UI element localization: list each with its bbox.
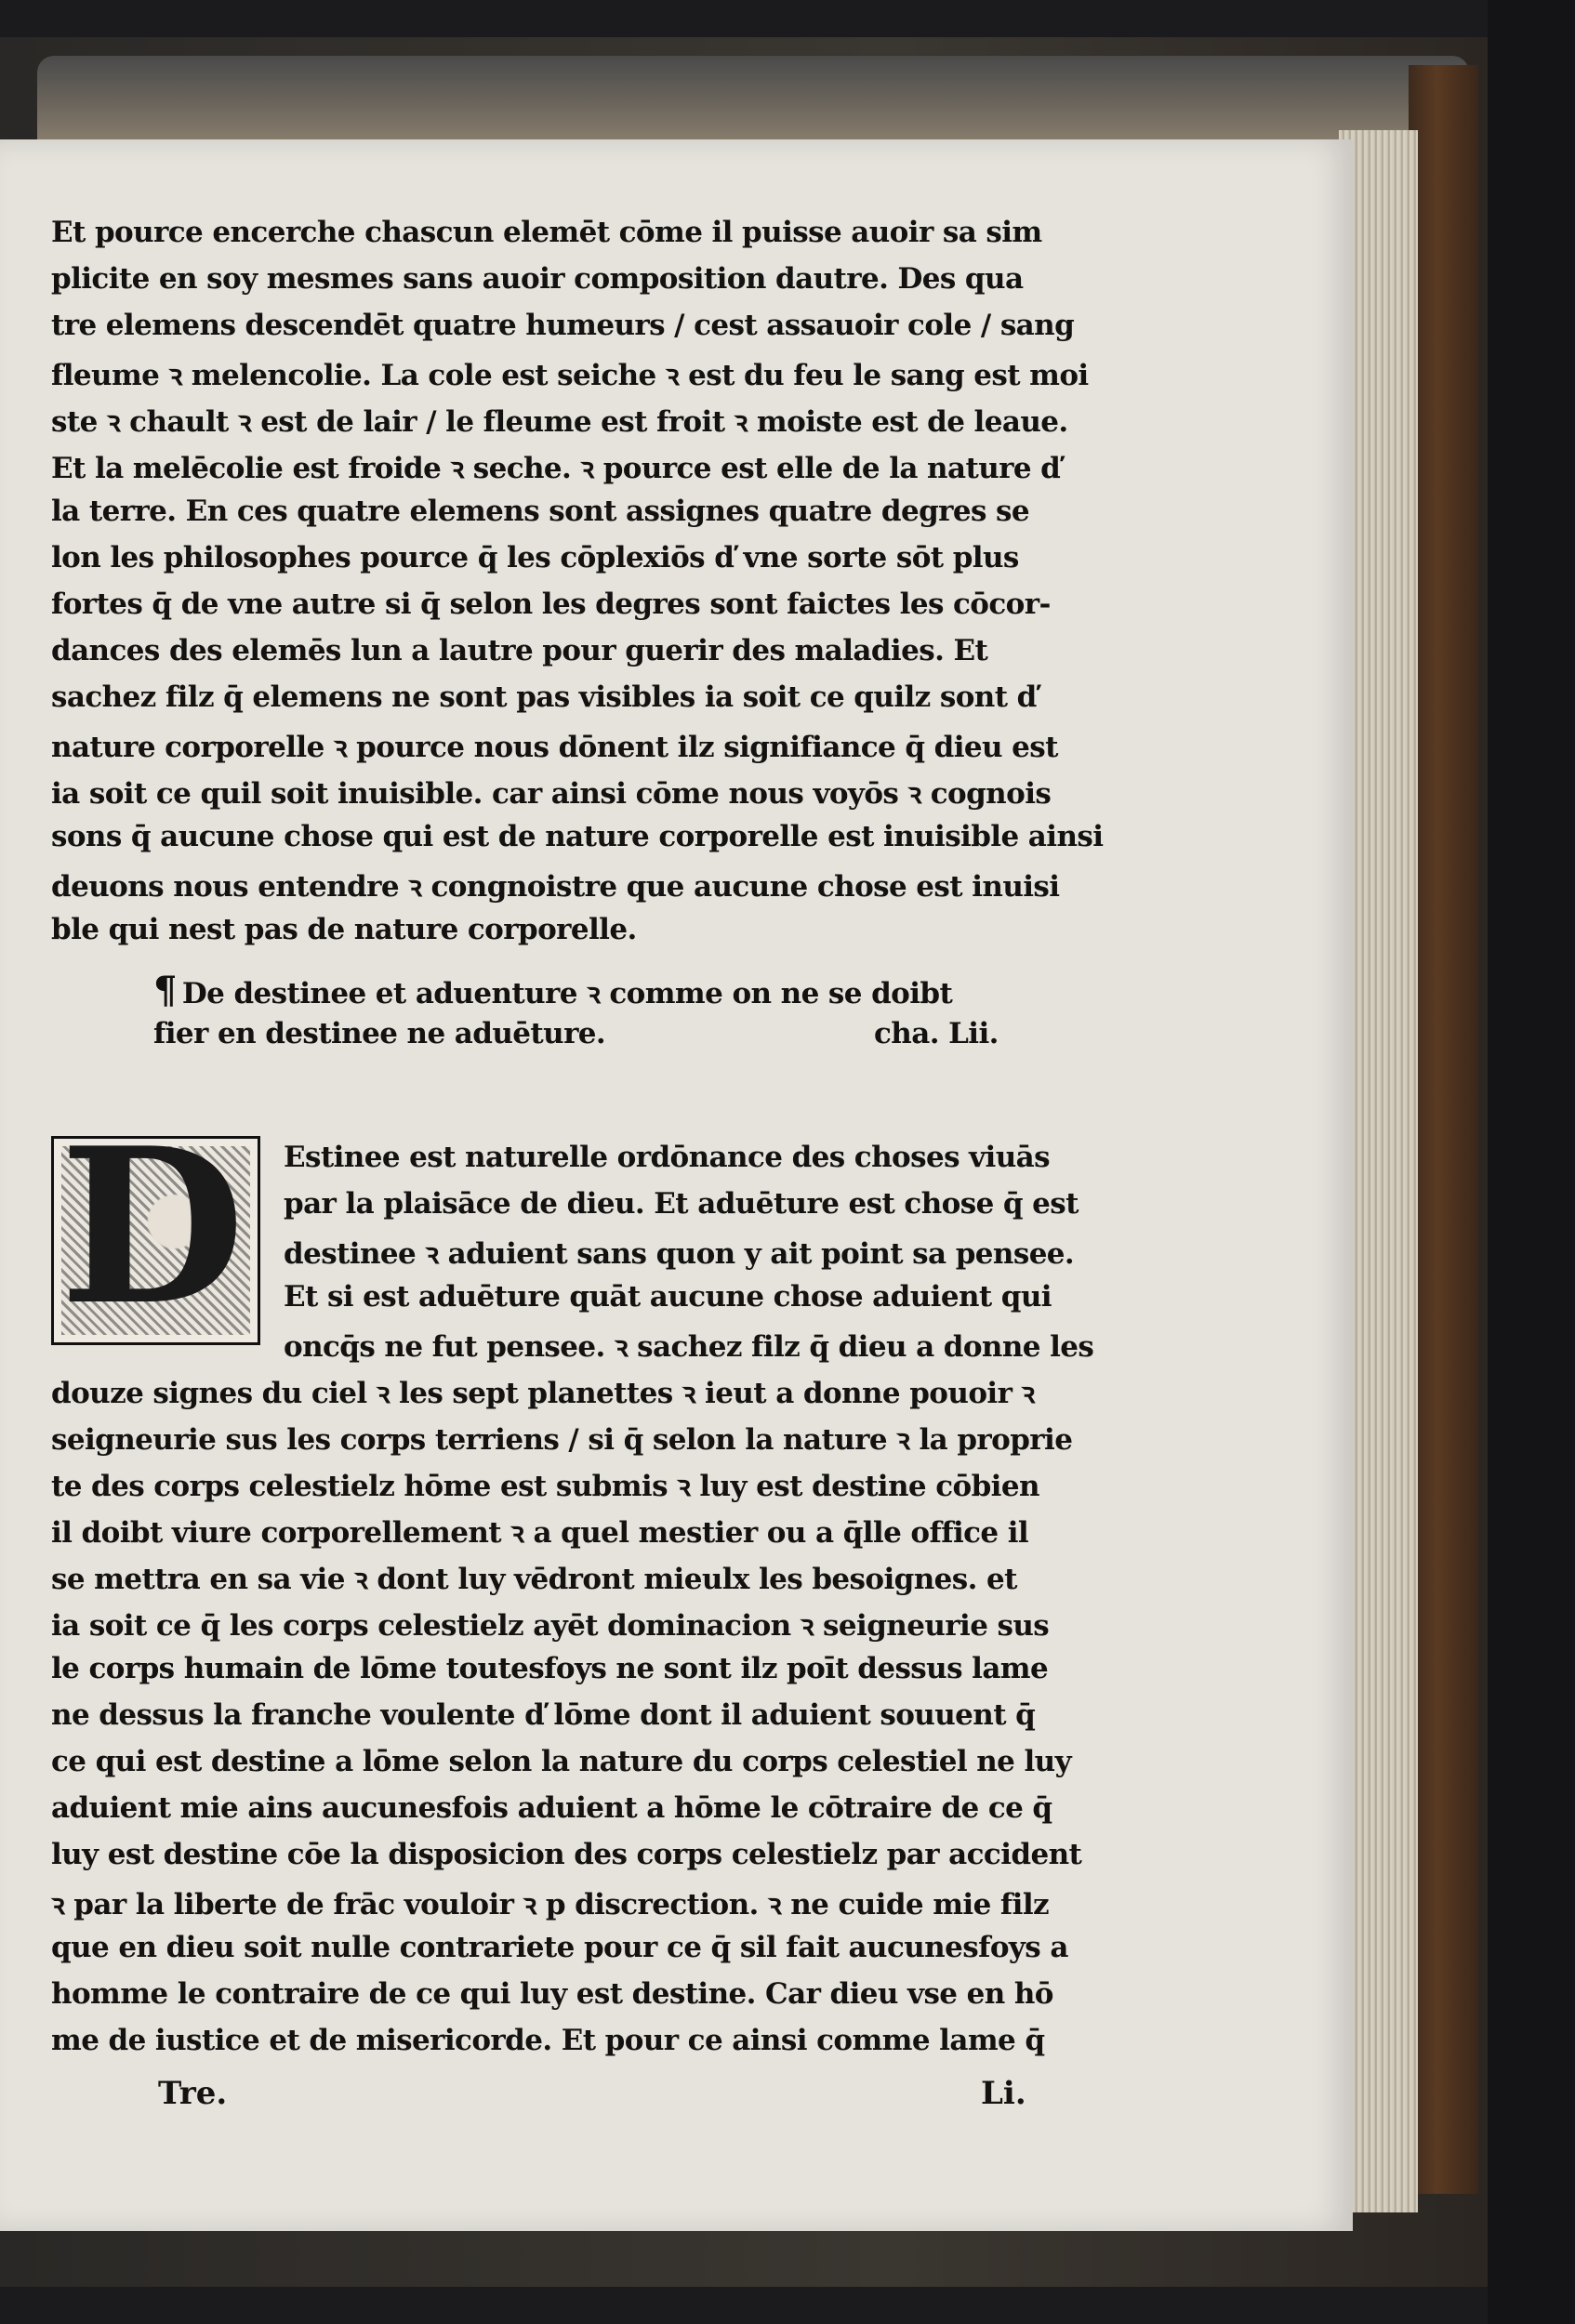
initial-letter: D [60, 1136, 245, 1345]
text-line: lon les philosophes pource q̄ les cōplexiōs ď vne sorte sōt plus [51, 541, 1019, 574]
text-line: deuons nous entendre ꝛ congnoistre que aucune chose est inuisi [51, 870, 1060, 904]
text-line: par la plaisāce de dieu. Et aduēture est chose q̄ est [284, 1187, 1079, 1221]
text-line: Estinee est naturelle ordōnance des choses viuās [284, 1141, 1050, 1174]
pilcrow-mark: ¶ [153, 969, 177, 1012]
text-line: ste ꝛ chault ꝛ est de lair / le fleume est froit ꝛ moiste est de leaue. [51, 405, 1068, 439]
text-line: te des corps celestielz hōme est submis ꝛ luy est destine cōbien [51, 1470, 1039, 1503]
text-line: la terre. En ces quatre elemens sont assignes quatre degres se [51, 495, 1030, 528]
text-line: tre elemens descendēt quatre humeurs / cest assauoir cole / sang [51, 309, 1075, 342]
signature-mark: Li. [981, 2075, 1026, 2112]
text-line: se mettra en sa vie ꝛ dont luy vēdront mieulx les besoignes. et [51, 1563, 1017, 1596]
chapter-heading-text: De destinee et aduenture ꝛ comme on ne se doibt [181, 977, 953, 1010]
text-line: ne dessus la franche voulente ď lōme dont il aduient souuent q̄ [51, 1698, 1036, 1732]
chapter-heading-line-2: fier en destinee ne aduēture. [153, 1017, 606, 1050]
text-line: ce qui est destine a lōme selon la nature du corps celestiel ne luy [51, 1745, 1071, 1778]
text-line: douze signes du ciel ꝛ les sept planettes ꝛ ieut a donne pouoir ꝛ [51, 1377, 1035, 1410]
text-line: le corps humain de lōme toutesfoys ne sont ilz poīt dessus lame [51, 1652, 1049, 1685]
chapter-heading-line-1 [153, 969, 952, 1012]
text-line: aduient mie ains aucunesfois aduient a hōme le cōtraire de ce q̄ [51, 1791, 1052, 1825]
text-line: Et si est aduēture quāt aucune chose aduient qui [284, 1280, 1052, 1314]
text-line: fleume ꝛ melencolie. La cole est seiche ꝛ est du feu le sang est moi [51, 359, 1089, 392]
text-line: plicite en soy mesmes sans auoir composition dautre. Des qua [51, 262, 1024, 296]
text-line: oncq̄s ne fut pensee. ꝛ sachez filz q̄ dieu a donne les [284, 1330, 1094, 1364]
text-line: dances des elemēs lun a lautre pour guerir des maladies. Et [51, 634, 988, 667]
text-line: ble qui nest pas de nature corporelle. [51, 913, 637, 946]
text-line: sons q̄ aucune chose qui est de nature corporelle est inuisible ainsi [51, 820, 1104, 853]
text-line: ꝛ par la liberte de frāc vouloir ꝛ p discrection. ꝛ ne cuide mie filz [51, 1888, 1050, 1921]
text-line: ia soit ce q̄ les corps celestielz ayēt dominacion ꝛ seigneurie sus [51, 1609, 1050, 1643]
chapter-number: cha. Lii. [874, 1017, 999, 1050]
text-line: seigneurie sus les corps terriens / si q̄ selon la nature ꝛ la proprie [51, 1423, 1073, 1457]
book-spine [1409, 65, 1478, 2194]
text-line: nature corporelle ꝛ pource nous dōnent ilz signifiance q̄ dieu est [51, 731, 1058, 764]
text-line: homme le contraire de ce qui luy est destine. Car dieu vse en hō [51, 1977, 1053, 2011]
text-line: il doibt viure corporellement ꝛ a quel mestier ou a q̄lle office il [51, 1516, 1029, 1550]
catchword: Tre. [158, 2075, 228, 2112]
text-line: Et pource encerche chascun elemēt cōme il puisse auoir sa sim [51, 216, 1042, 249]
text-line: luy est destine cōe la disposicion des corps celestielz par accident [51, 1838, 1082, 1871]
text-line: que en dieu soit nulle contrariete pour ce q̄ sil fait aucunesfoys a [51, 1931, 1068, 1964]
text-line: me de iustice et de misericorde. Et pour ce ainsi comme lame q̄ [51, 2024, 1045, 2057]
background-strip [1488, 0, 1575, 2324]
text-line: sachez filz q̄ elemens ne sont pas visibles ia soit ce quilz sont ď [51, 680, 1037, 714]
book-top-edge [37, 56, 1469, 144]
text-line: ia soit ce quil soit inuisible. car ainsi cōme nous voyōs ꝛ cognois [51, 777, 1052, 811]
text-line: fortes q̄ de vne autre si q̄ selon les degres sont faictes les cōcor- [51, 588, 1051, 621]
book-page [0, 139, 1353, 2231]
text-line: destinee ꝛ aduient sans quon y ait point sa pensee. [284, 1237, 1075, 1271]
decorated-initial [51, 1136, 260, 1345]
text-line: Et la melēcolie est froide ꝛ seche. ꝛ pource est elle de la nature ď [51, 452, 1061, 485]
